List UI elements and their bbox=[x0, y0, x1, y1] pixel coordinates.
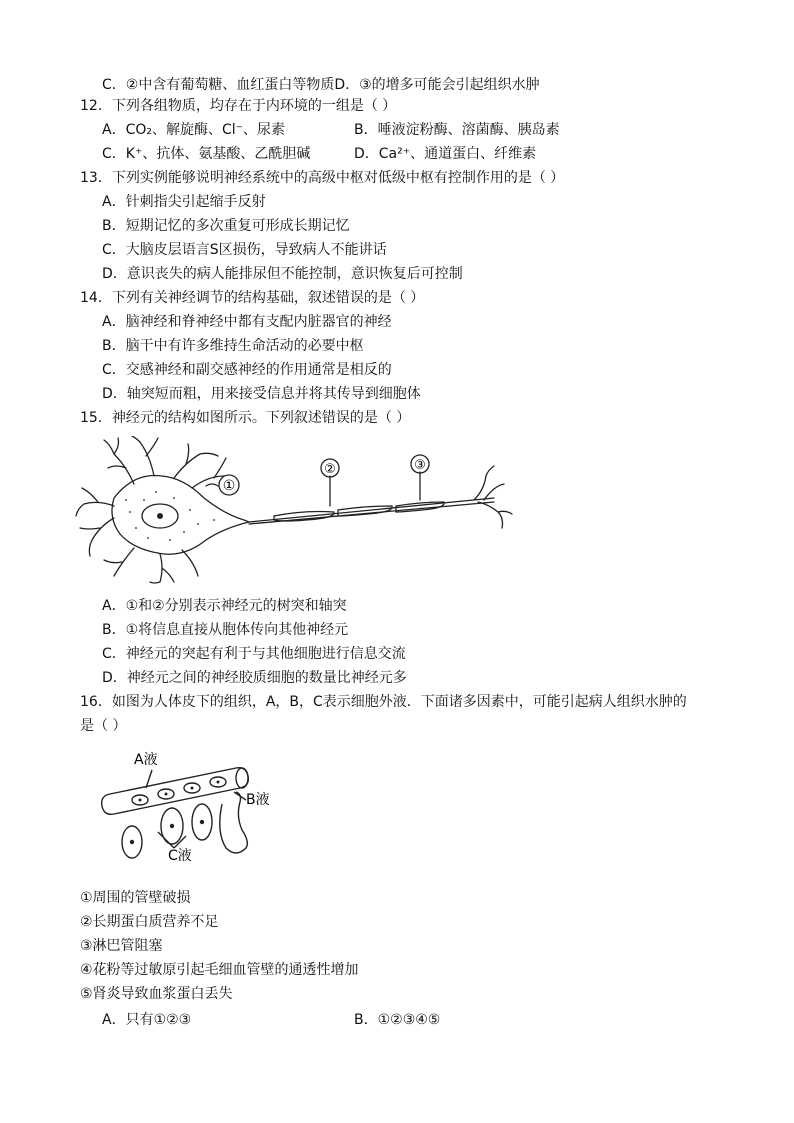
q14-option-d: D．轴突短而粗，用来接受信息并将其传导到细胞体 bbox=[102, 386, 421, 402]
capillary-tube bbox=[102, 768, 249, 815]
neuron-label-2: ② bbox=[324, 462, 336, 477]
q13-option-a: A．针刺指尖引起缩手反射 bbox=[102, 194, 266, 210]
q13-option-d: D．意识丧失的病人能排尿但不能控制，意识恢复后可控制 bbox=[102, 266, 463, 282]
dendrite-4 bbox=[192, 458, 226, 488]
q16-item-4: ④花粉等过敏原引起毛细血管壁的通透性增加 bbox=[80, 962, 359, 978]
q15-option-d: D．神经元之间的神经胶质细胞的数量比神经元多 bbox=[102, 670, 407, 686]
q16-item-5: ⑤肾炎导致血浆蛋白丢失 bbox=[80, 986, 233, 1002]
q12-option-b: B．唾液淀粉酶、溶菌酶、胰岛素 bbox=[354, 122, 560, 138]
q13-option-b: B．短期记忆的多次重复可形成长期记忆 bbox=[102, 218, 350, 234]
q14-stem: 14．下列有关神经调节的结构基础，叙述错误的是（ ） bbox=[80, 290, 425, 306]
dendrite-8 bbox=[150, 554, 174, 583]
q12-stem: 12．下列各组物质，均存在于内环境的一组是（ ） bbox=[80, 98, 397, 114]
q15-option-a: A．①和②分别表示神经元的树突和轴突 bbox=[102, 598, 347, 614]
q16-stem-line2: 是（ ） bbox=[80, 718, 127, 734]
q13-option-c: C．大脑皮层语言S区损伤，导致病人不能讲话 bbox=[102, 242, 387, 258]
neuron-label-3: ③ bbox=[414, 458, 426, 473]
q16-option-b: B．①②③④⑤ bbox=[354, 1012, 441, 1028]
dendrite-9 bbox=[182, 550, 198, 576]
q11-options-cd: C．②中含有葡萄糖、血红蛋白等物质D．③的增多可能会引起组织水肿 bbox=[102, 77, 540, 93]
q16-item-2: ②长期蛋白质营养不足 bbox=[80, 914, 219, 930]
tissue-label-a: A液 bbox=[134, 752, 158, 768]
q15-option-b: B．①将信息直接从胞体传向其他神经元 bbox=[102, 622, 349, 638]
dendrite-6 bbox=[80, 518, 114, 556]
q12-option-c: C．K⁺、抗体、氨基酸、乙酰胆碱 bbox=[102, 146, 311, 162]
q15-option-c: C．神经元的突起有利于与其他细胞进行信息交流 bbox=[102, 646, 406, 662]
dendrite-2 bbox=[132, 436, 158, 476]
q16-option-a: A．只有①②③ bbox=[102, 1012, 192, 1028]
q13-stem: 13．下列实例能够说明神经系统中的高级中枢对低级中枢有控制作用的是（ ） bbox=[80, 170, 565, 186]
q14-option-c: C．交感神经和副交感神经的作用通常是相反的 bbox=[102, 362, 392, 378]
q14-option-b: B．脑干中有许多维持生命活动的必要中枢 bbox=[102, 338, 364, 354]
dendrite-1 bbox=[104, 438, 134, 484]
q14-option-a: A．脑神经和脊神经中都有支配内脏器官的神经 bbox=[102, 314, 392, 330]
label-1-pointer bbox=[206, 484, 218, 486]
dendrite-5 bbox=[76, 488, 114, 516]
q15-stem: 15．神经元的结构如图所示。下列叙述错误的是（ ） bbox=[80, 410, 411, 426]
neuron-label-1: ① bbox=[222, 478, 236, 494]
tissue-diagram bbox=[100, 742, 300, 866]
dendrite-7 bbox=[104, 548, 134, 576]
nucleolus bbox=[157, 513, 163, 519]
q16-item-1: ①周围的管壁破损 bbox=[80, 890, 191, 906]
tissue-label-c: C液 bbox=[168, 848, 192, 864]
tissue-label-b: B液 bbox=[246, 792, 270, 808]
dendrite-3 bbox=[174, 444, 218, 478]
neuron-diagram bbox=[74, 436, 514, 586]
capillary-end bbox=[236, 768, 248, 788]
cell-nuclei bbox=[130, 781, 220, 845]
q16-item-3: ③淋巴管阻塞 bbox=[80, 938, 163, 954]
q12-option-d: D．Ca²⁺、通道蛋白、纤维素 bbox=[354, 146, 537, 162]
q12-option-a: A．CO₂、解旋酶、Cl⁻、尿素 bbox=[102, 122, 286, 138]
lymphatic-vessel bbox=[220, 792, 248, 853]
q16-stem-line1: 16．如图为人体皮下的组织，A，B，C表示细胞外液．下面诸多因素中，可能引起病人组织水肿的 bbox=[80, 694, 687, 710]
axon bbox=[249, 498, 494, 522]
cytoplasm-dots bbox=[125, 491, 215, 541]
axon-terminal bbox=[474, 466, 512, 528]
